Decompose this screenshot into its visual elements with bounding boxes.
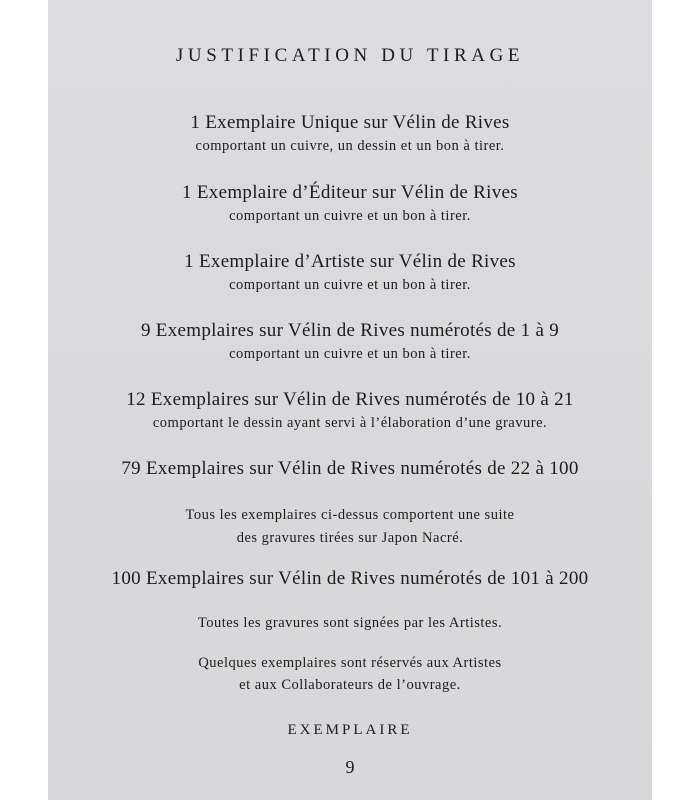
reserved-note-line1: Quelques exemplaires sont réservés aux Artistes <box>198 655 502 671</box>
suite-note-line2: des gravures tirées sur Japon Nacré. <box>236 530 464 546</box>
entry-editeur-sub: comportant un cuivre et un bon à tirer. <box>229 208 471 224</box>
entry-22-100-main: 79 Exemplaires sur Vélin de Rives numérotés de 22 à 100 <box>121 458 579 479</box>
exemplaire-label: EXEMPLAIRE <box>287 722 413 738</box>
entry-1-9-main: 9 Exemplaires sur Vélin de Rives numérotés de 1 à 9 <box>140 320 560 341</box>
reserved-note-line2: et aux Collaborateurs de l’ouvrage. <box>239 677 461 693</box>
colophon-page <box>48 0 652 800</box>
suite-note-line1: Tous les exemplaires ci-dessus comportent une suite <box>185 507 515 523</box>
entry-10-21-main: 12 Exemplaires sur Vélin de Rives numérotés de 10 à 21 <box>126 389 574 410</box>
exemplaire-number: 9 <box>345 757 355 777</box>
entry-1-9-sub: comportant un cuivre et un bon à tirer. <box>229 346 471 362</box>
entry-artiste-main: 1 Exemplaire d’Artiste sur Vélin de Rives <box>184 251 516 272</box>
entry-101-200-main: 100 Exemplaires sur Vélin de Rives numérotés de 101 à 200 <box>111 568 589 589</box>
entry-artiste-sub: comportant un cuivre et un bon à tirer. <box>229 277 471 293</box>
signature-note: Toutes les gravures sont signées par les Artistes. <box>197 615 503 631</box>
entry-unique-sub: comportant un cuivre, un dessin et un bon à tirer. <box>195 138 505 154</box>
entry-editeur-main: 1 Exemplaire d’Éditeur sur Vélin de Rives <box>182 182 518 203</box>
page-title: JUSTIFICATION DU TIRAGE <box>175 45 525 66</box>
entry-10-21-sub: comportant le dessin ayant servi à l’élaboration d’une gravure. <box>152 415 548 431</box>
entry-unique-main: 1 Exemplaire Unique sur Vélin de Rives <box>190 112 510 133</box>
